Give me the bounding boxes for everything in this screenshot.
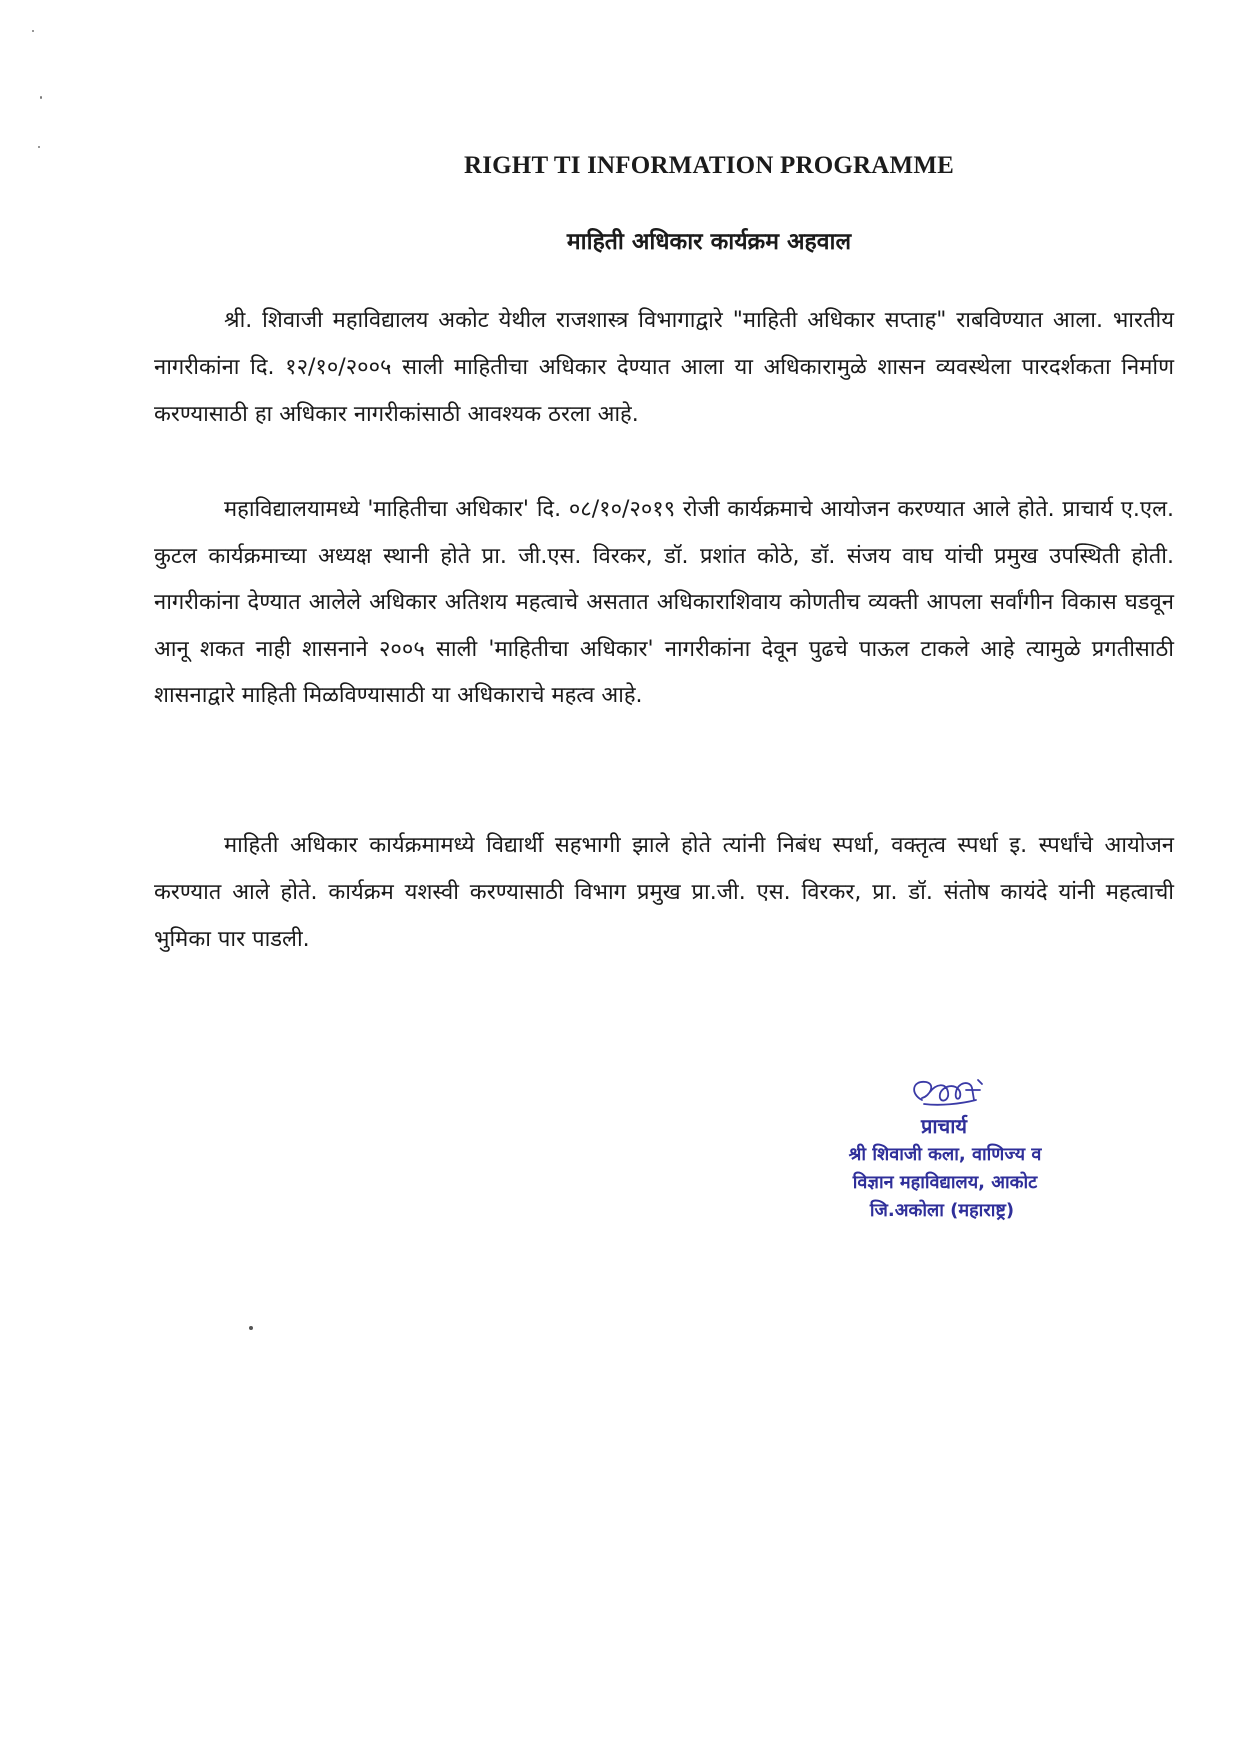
stamp-title: प्राचार्य xyxy=(920,1114,968,1138)
scan-speck xyxy=(32,30,34,32)
document-title: RIGHT TI INFORMATION PROGRAMME xyxy=(463,152,955,179)
principal-stamp xyxy=(800,1070,1100,1240)
scan-speck xyxy=(249,1326,253,1330)
paragraph-3: माहिती अधिकार कार्यक्रमामध्ये विद्यार्थी सहभागी झाले होते त्यांनी निबंध स्पर्धा, वक्तृत्व स्पर्धा इ. स्पर्धांचे आयोजन करण्यात आले होते. कार्यक्रम यशस्वी करण्यासाठी विभाग प्रमुख प्रा.जी. एस. विरकर, प्रा. डॉ. संतोष कायंदे यांनी महत्वाची भुमिका पार पाडली. xyxy=(154,833,1174,952)
stamp-line-2: विज्ञान महाविद्यालय, आकोट xyxy=(852,1172,1038,1193)
scan-speck xyxy=(40,96,42,99)
scan-speck xyxy=(38,146,40,148)
document-subtitle: माहिती अधिकार कार्यक्रम अहवाल xyxy=(566,229,852,255)
paragraph-1: श्री. शिवाजी महाविद्यालय अकोट येथील राजशास्त्र विभागाद्वारे "माहिती अधिकार सप्ताह" राबविण्यात आला. भारतीय नागरीकांना दि. १२/१०/२००५ साली माहितीचा अधिकार देण्यात आला या अधिकारामुळे शासन व्यवस्थेला पारदर्शकता निर्माण करण्यासाठी हा अधिकार नागरीकांसाठी आवश्यक ठरला आहे. xyxy=(154,308,1174,427)
principal-signature xyxy=(900,1070,990,1118)
stamp-line-1: श्री शिवाजी कला, वाणिज्य व xyxy=(848,1144,1042,1165)
stamp-line-3: जि.अकोला (महाराष्ट्र) xyxy=(869,1200,1015,1221)
paragraph-2: महाविद्यालयामध्ये 'माहितीचा अधिकार' दि. ०८/१०/२०१९ रोजी कार्यक्रमाचे आयोजन करण्यात आले होते. प्राचार्य ए.एल. कुटल कार्यक्रमाच्या अध्यक्ष स्थानी होते प्रा. जी.एस. विरकर, डॉ. प्रशांत कोठे, डॉ. संजय वाघ यांची प्रमुख उपस्थिती होती. नागरीकांना देण्यात आलेले अधिकार अतिशय महत्वाचे असतात अधिकाराशिवाय कोणतीच व्यक्ती आपला सर्वांगीन विकास घडवून आनू शकत नाही शासनाने २००५ साली 'माहितीचा अधिकार' नागरीकांना देवून पुढचे पाऊल टाकले आहे त्यामुळे प्रगतीसाठी शासनाद्वारे माहिती मिळविण्यासाठी या अधिकाराचे महत्व आहे. xyxy=(154,497,1174,708)
